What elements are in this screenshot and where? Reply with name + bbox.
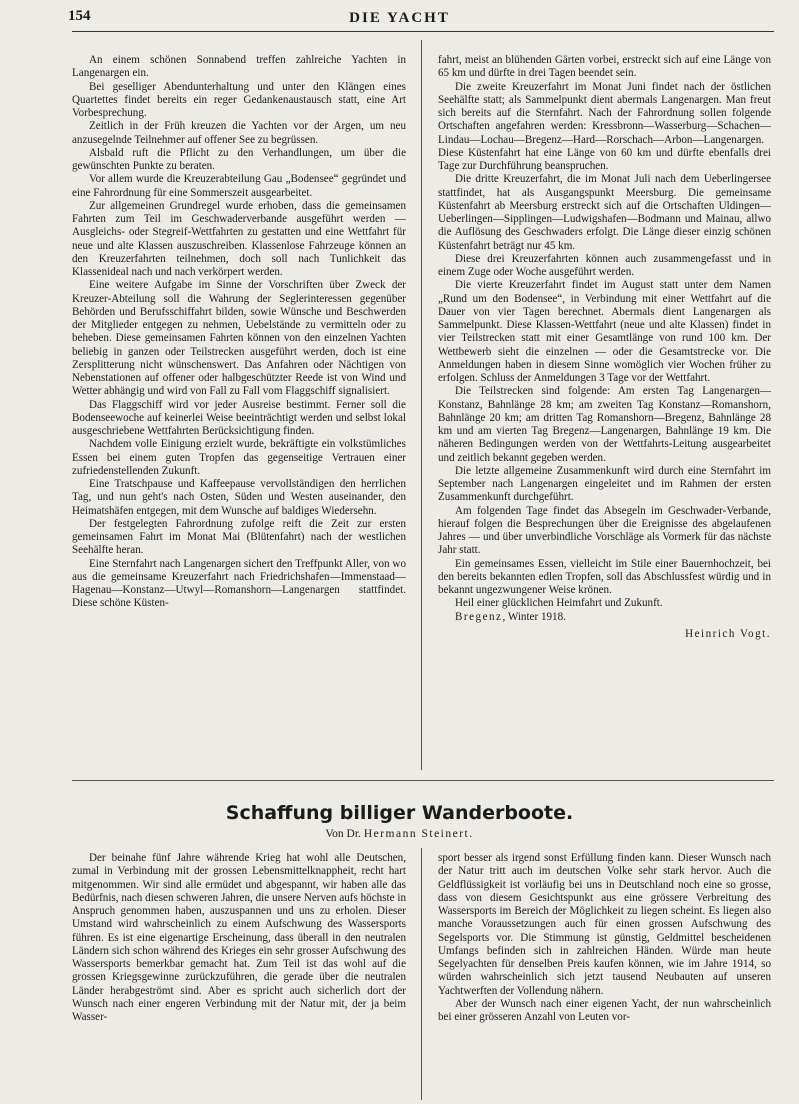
paragraph: Eine Tratschpause und Kaffeepause vervollständigen den herrlichen Tag, und nun geht's nach Osten, Süden und Westen auseinander, den Heimatshäfen entgegen, mit dem Wunsche auf baldiges Wiedersehn.: [72, 478, 406, 517]
article-title: Schaffung billiger Wanderboote.: [225, 802, 574, 824]
author-name: Hermann Steinert.: [363, 828, 474, 840]
paragraph: Die Teilstrecken sind folgende: Am ersten Tag Langenargen—Konstanz, Bahnlänge 28 km; am zweiten Tag Konstanz—Romanshorn, Bahnlänge 20 km; am dritten Tag Romanshorn—Bregenz, Bahnlänge 28 km und am vierten Tag Bregenz—Langenargen, Bahnlänge 19 km. Die näheren Bedingungen werden von der Wettfahrts-Leitung ausgearbeitet und zeitlich bekannt gegeben werden.: [438, 385, 771, 464]
paragraph: Zeitlich in der Früh kreuzen die Yachten vor der Argen, um neu anzusegelnde Teilnehmer auf offener See zu begrüssen.: [72, 120, 406, 146]
article2-left-column: [72, 852, 406, 1024]
paragraph: Vor allem wurde die Kreuzerabteilung Gau „Bodensee“ gegründet und eine Fahrordnung für eine Sommerszeit ausgearbeitet.: [72, 173, 406, 199]
article1-right-column: [438, 54, 771, 641]
paragraph: Nachdem volle Einigung erzielt wurde, bekräftigte ein volkstümliches Essen bei einem guten Tropfen das gegenseitige Vertrauen einer zufriedenstellenden Zukunft.: [72, 438, 406, 477]
column-divider-lower: [421, 848, 422, 1100]
paragraph: Am folgenden Tage findet das Absegeln im Geschwader-Verbande, hierauf folgen die Besprechungen über die Ereignisse des abgelaufenen Jahres — und über unverbindliche Vorschläge als Vormerk für das nächste Jahr statt.: [438, 504, 771, 557]
paragraph-continued: sport besser als irgend sonst Erfüllung finden kann. Dieser Wunsch nach der Natur tritt auch im deutschen Volke sehr stark hervor. Auch die Geldflüssigkeit ist vorläufig bei uns in Deutschland noch eine so grosse, dass von diesem Gesichtspunkt aus eine grössere Verbreitung des Wassersports im Bereich der Möglichkeit zu liegen scheint. Es liegen also manche Voraussetzungen auch für einen grossen Aufschwung des Segelsports vor. Die Stimmung ist günstig, Geldmittel bescheidenen Umfangs befinden sich in zahlreichen Händen. Würde man heute Segelyachten für denselben Preis kaufen können, wie im Jahre 1914, so würden wahrscheinlich sich jetzt tausend Neubauten auf unseren Yachtwerften der Vollendung nähern.: [438, 852, 771, 997]
header-rule: [72, 31, 774, 32]
paragraph: Der festgelegten Fahrordnung zufolge reift die Zeit zur ersten gemeinsamen Fahrt im Monat Mai (Blütenfahrt) nach der westlichen Seehälfte heran.: [72, 517, 406, 557]
paragraph-continued: fahrt, meist an blühenden Gärten vorbei, erstreckt sich auf eine Länge von 65 km und dürfte in drei Tagen beendet sein.: [438, 54, 771, 80]
paragraph: Zur allgemeinen Grundregel wurde erhoben, dass die gemeinsamen Fahrten zum Teil im Geschwaderverbande ausgeführt werden — Ausgleichs- oder Stegreif-Wettfahrten zu gestatten und eine Wettfahrt für neue und alte Klassen auszuschreiben. Klassenlose Fahrzeuge können an den Kreuzerfahrten teilnehmen, doch soll nach Tunlichkeit das Klassenideal nach und nach verkörpert werden.: [72, 199, 406, 278]
paragraph: Diese drei Kreuzerfahrten können auch zusammengefasst und in einem Zuge oder Woche ausgeführt werden.: [438, 252, 771, 278]
date: , Winter 1918.: [502, 610, 566, 623]
section-divider: [72, 780, 774, 781]
paragraph: Die zweite Kreuzerfahrt im Monat Juni findet nach der östlichen Seehälfte statt; als Sammelpunkt dient abermals Langenargen. Man freut sich bereits auf die Sternfahrt. Nach der Fahrordnung sollen folgende Ortschaften angefahren werden: Kressbronn—Wasserburg—Schachen—Lindau—Lochau—Bregenz—Hard—Rorschach—Arbon—Langenargen. Diese Küstenfahrt hat eine Länge von 60 km und dürfte ebenfalls drei Tage zur Durchführung beanspruchen.: [438, 80, 771, 172]
article1-left-column: [72, 54, 406, 611]
paragraph: Der beinahe fünf Jahre währende Krieg hat wohl alle Deutschen, zumal in Verbindung mit der grossen Lebensmittelknappheit, recht hart mitgenommen. Wir sind alle ermüdet und abgespannt, wir haben alle das Bedürfnis, nach diesen schweren Jahren, die unsere Nerven aufs höchste in Anspruch genommen haben, auszuspannen und uns zu erholen. Dieser Umstand wird wahrscheinlich zu einem Aufschwung des Wassersports führen. Es ist eine eigenartige Erscheinung, dass überall in den neutralen Ländern sich schon während des Krieges ein sehr grosser Aufschwung des Wassersports bemerkbar gemacht hat. Zum Teil ist das wohl auf die grossen Kriegsgewinne zurückzuführen, die gerade über die neutralen Länder herabgeströmt sind. Aber es spricht auch sicherlich dort der Wunsch nach einer engeren Verbindung mit der Natur mit, der ja beim Wasser-: [72, 852, 406, 1023]
author-prefix: Von Dr.: [325, 828, 364, 840]
place: Bregenz: [455, 610, 503, 623]
paragraph: Bei geselliger Abendunterhaltung und unter den Klängen eines Quartettes findet bereits ein reger Gedankenaustausch statt, eine Art Vorbesprechung.: [72, 80, 406, 119]
paragraph: Eine weitere Aufgabe im Sinne der Vorschriften über Zweck der Kreuzer-Abteilung soll die Wahrung der Seglerinteressen gegenüber Behörden und Berufsschiffahrt bilden, sowie Wünsche und Beschwerden der Mitglieder entgegen zu nehmen, Uebelstände zu vermitteln oder zu beheben. Diese gemeinsamen Fahrten können von den einzelnen Yachten beliebig in ganzen oder Teilstrecken ausgeführt werden, doch ist eine Zersplitterung nicht wünschenswert. Das Anfahren oder Nächtigen von Nebenstationen auf offener oder halbgeschützter Reede ist von Wind und Wetter abhängig und wird von Fall zu Fall vom Flaggschiff signalisiert.: [72, 279, 406, 398]
paragraph: Heil einer glücklichen Heimfahrt und Zukunft.: [455, 597, 663, 610]
paragraph: Eine Sternfahrt nach Langenargen sichert den Treffpunkt Aller, von wo aus die gemeinsame Kreuzerfahrt nach Friedrichshafen—Immenstaad—Hagenau—Konstanz—Utwyl—Romanshorn—Langenargen stattfindet. Diese schöne Küsten-: [72, 557, 406, 610]
column-divider: [421, 40, 422, 770]
paragraph: Die dritte Kreuzerfahrt, die im Monat Juli nach dem Ueberlingersee stattfindet, hat als Ausgangspunkt Meersburg. Die gemeinsame Küstenfahrt ab Meersburg erstreckt sich auf die Ortschaften Uldingen—Ueberlingen—Sipplingen—Ludwigshafen—Bodmann und Mainau, allwo die Auflösung des Geschwaders erfolgt. Die Länge dieser einzig schönen Küstenfahrt beträgt nur 45 km.: [438, 173, 771, 252]
place-date-line: [438, 611, 771, 624]
running-title: DIE YACHT: [349, 10, 450, 26]
article2-right-column: [438, 852, 771, 1024]
paragraph: Die letzte allgemeine Zusammenkunft wird durch eine Sternfahrt im September nach Langenargen eingeleitet und im Rahmen der ersten Zusammenkunft durchgeführt.: [438, 464, 771, 504]
paragraph: Ein gemeinsames Essen, vielleicht im Stile einer Bauernhochzeit, bei den bereits bekannten edlen Tropfen, soll das Abschlussfest würdig und in bekannt ungezwungener Weise krönen.: [438, 557, 771, 596]
author-signature: Heinrich Vogt.: [685, 627, 771, 640]
article-author: [0, 828, 799, 840]
paragraph: An einem schönen Sonnabend treffen zahlreiche Yachten in Langenargen ein.: [72, 54, 406, 80]
page-number: 154: [68, 8, 91, 24]
paragraph: Die vierte Kreuzerfahrt findet im August statt unter dem Namen „Rund um den Bodensee“, in Verbindung mit einer Wettfahrt auf die Dauer von vier Tagen berechnet. Abermals dient Langenargen als Sammelpunkt. Diese Klassen-Wettfahrt (neue und alte Klassen) findet in vier Teilstrecken statt mit einer Gesamtlänge von rund 100 km. Der Wettbewerb sieht die einzelnen — oder die Gesamtstrecke vor. Die Anmeldungen haben in diesem Sinne womöglich vier Wochen früher zu erfolgen. Schluss der Anmeldungen 3 Tage vor der Wettfahrt.: [438, 279, 771, 384]
paragraph: Alsbald ruft die Pflicht zu den Verhandlungen, um über die gewünschten Punkte zu beraten.: [72, 146, 406, 172]
paragraph: Das Flaggschiff wird vor jeder Ausreise bestimmt. Ferner soll die Bodenseewoche auf keinerlei Weise beeinträchtigt werden und selbst lokal ausgeschriebene Wettfahrten Berücksichtigung finden.: [72, 398, 406, 437]
paragraph: Aber der Wunsch nach einer eigenen Yacht, der nun wahrscheinlich bei einer grösseren Anzahl von Leuten vor-: [438, 997, 771, 1023]
